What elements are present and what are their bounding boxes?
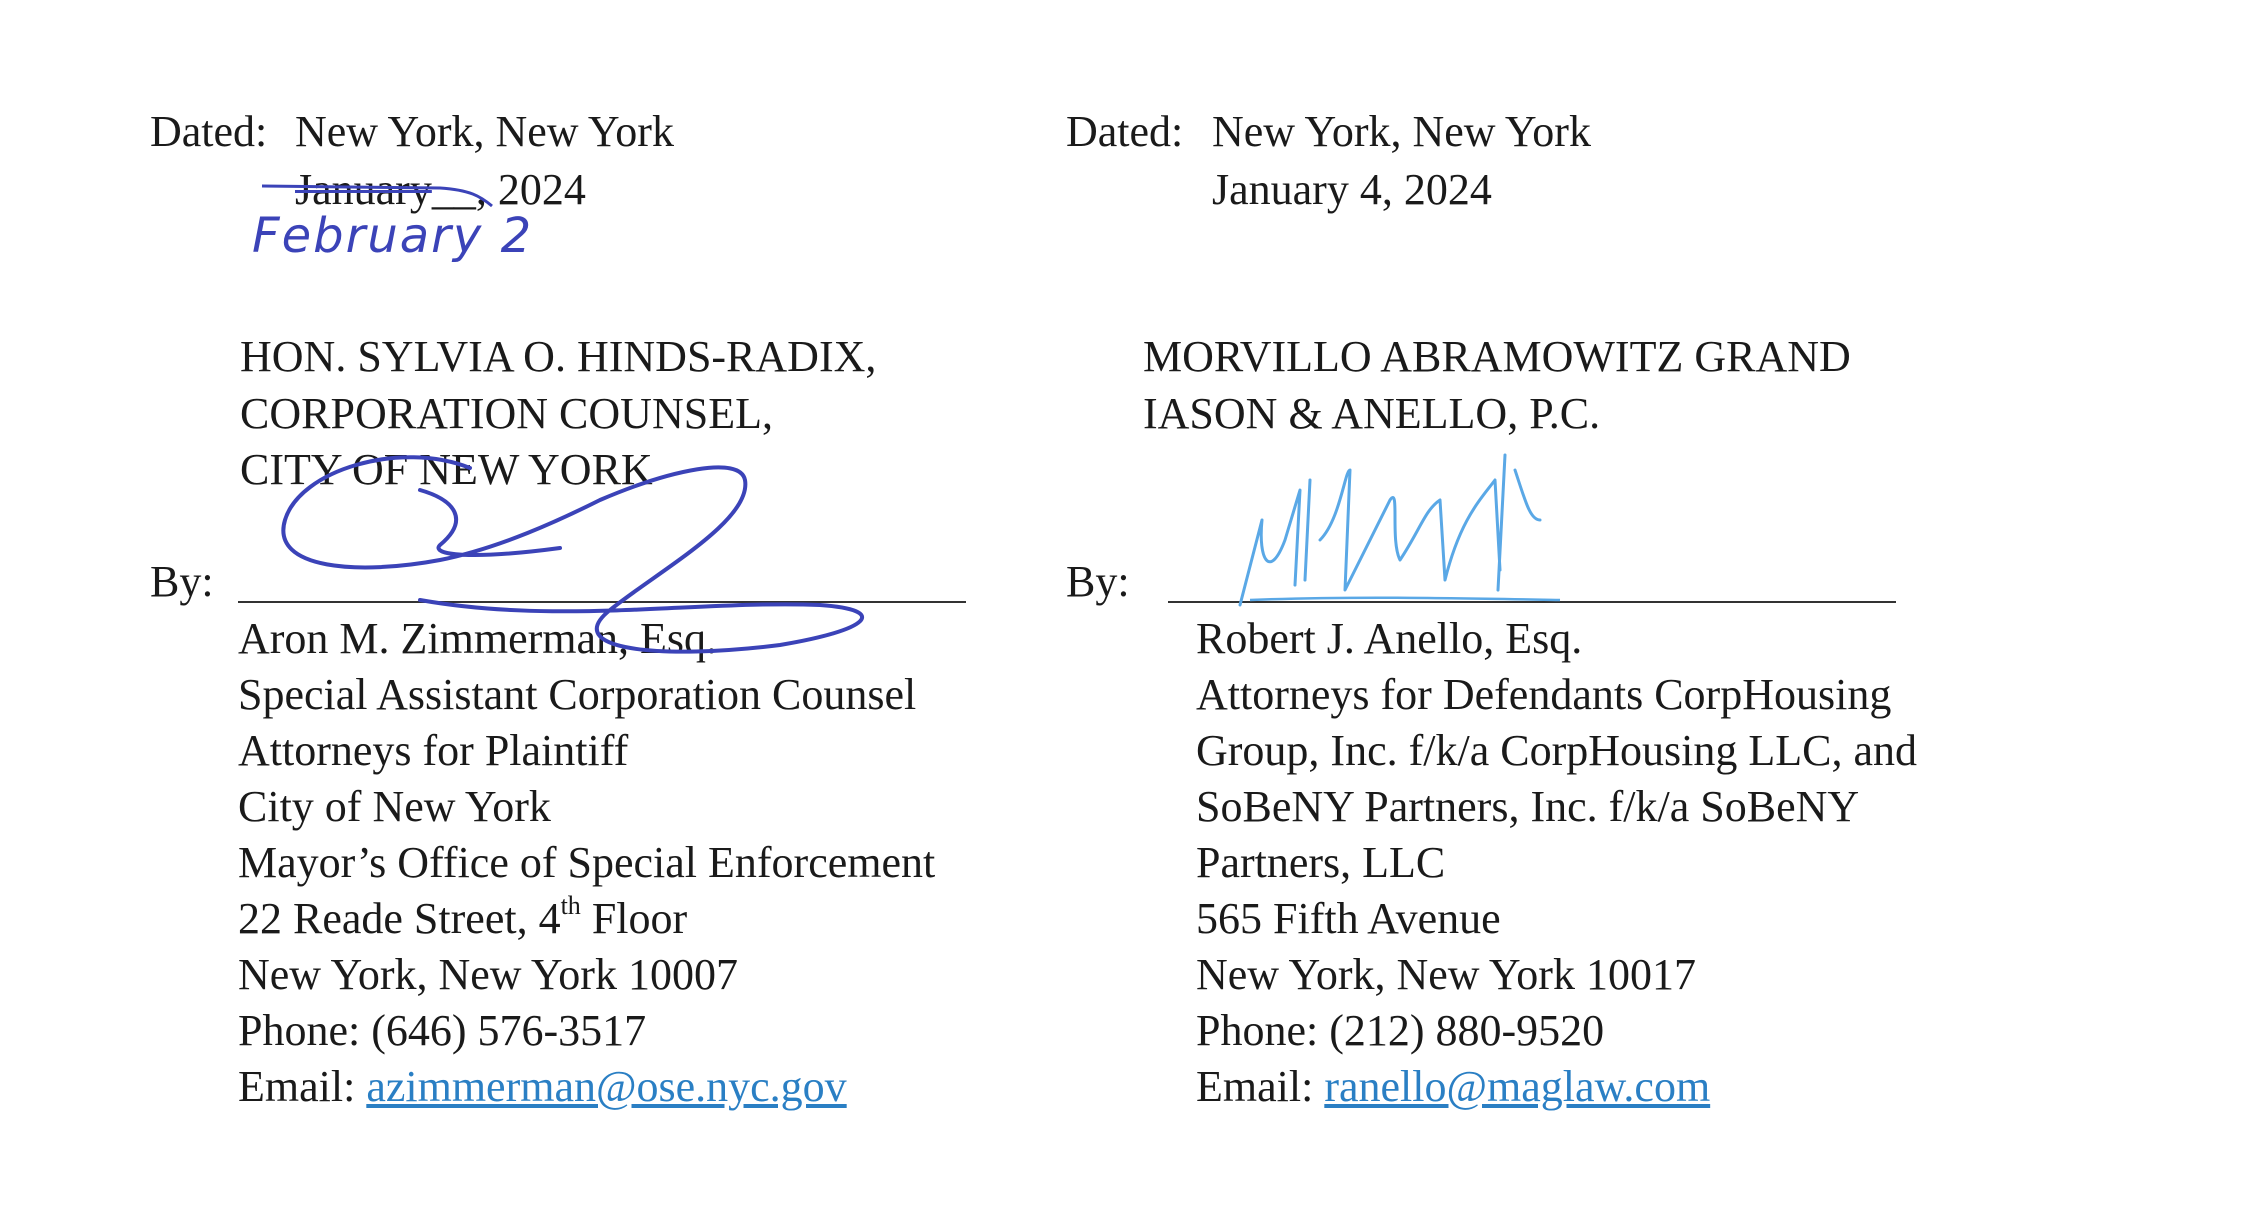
right-line-0: Attorneys for Defendants CorpHousing: [1196, 670, 1892, 719]
left-line-0: Special Assistant Corporation Counsel: [238, 670, 917, 719]
left-dated-label: Dated:: [150, 107, 268, 156]
right-line-2: SoBeNY Partners, Inc. f/k/a SoBeNY: [1196, 782, 1860, 831]
left-date-underline: [262, 186, 492, 206]
left-email-label: Email:: [238, 1062, 367, 1111]
left-line-1: Attorneys for Plaintiff: [238, 726, 629, 775]
left-firm-line3: CITY OF NEW YORK: [240, 445, 653, 494]
date-blank: __: [431, 165, 476, 214]
right-dated-place: New York, New York: [1212, 107, 1591, 156]
right-by-label: By:: [1066, 557, 1130, 606]
street-floor: Floor: [580, 894, 688, 943]
right-dated-label: Dated:: [1066, 107, 1184, 156]
left-signer-name: Aron M. Zimmerman, Esq.: [238, 614, 718, 663]
left-dated-place: New York, New York: [295, 107, 674, 156]
right-date: January 4, 2024: [1212, 165, 1492, 214]
right-line-6: Phone: (212) 880-9520: [1196, 1006, 1605, 1055]
street-text: 22 Reade Street, 4: [238, 894, 561, 943]
right-line-4: 565 Fifth Avenue: [1196, 894, 1501, 943]
left-phone: Phone: (646) 576-3517: [238, 1006, 647, 1055]
left-date-handwritten: February 2: [252, 208, 534, 264]
right-firm-line2: IASON & ANELLO, P.C.: [1143, 389, 1601, 438]
left-email-link[interactable]: azimmerman@ose.nyc.gov: [366, 1062, 847, 1111]
right-signature-stroke: [1250, 598, 1560, 600]
right-line-5: New York, New York 10017: [1196, 950, 1696, 999]
right-email-link[interactable]: ranello@maglaw.com: [1324, 1062, 1711, 1111]
left-firm-line1: HON. SYLVIA O. HINDS-RADIX,: [240, 332, 877, 381]
left-line-2: City of New York: [238, 782, 551, 831]
street-sup: th: [560, 891, 581, 920]
left-signature-scrawl: [283, 457, 862, 651]
left-firm-line2: CORPORATION COUNSEL,: [240, 389, 773, 438]
right-signer-name: Robert J. Anello, Esq.: [1196, 614, 1583, 663]
right-line-1: Group, Inc. f/k/a CorpHousing LLC, and: [1196, 726, 1917, 775]
struck-month: January: [295, 165, 432, 214]
right-signature-scrawl: [1240, 455, 1540, 605]
left-line-3: Mayor’s Office of Special Enforcement: [238, 838, 936, 887]
date-year: , 2024: [475, 165, 586, 214]
right-line-3: Partners, LLC: [1196, 838, 1446, 887]
right-firm-line1: MORVILLO ABRAMOWITZ GRAND: [1143, 332, 1851, 381]
left-by-label: By:: [150, 557, 214, 606]
left-address-city: New York, New York 10007: [238, 950, 738, 999]
right-email-label: Email:: [1196, 1062, 1325, 1111]
